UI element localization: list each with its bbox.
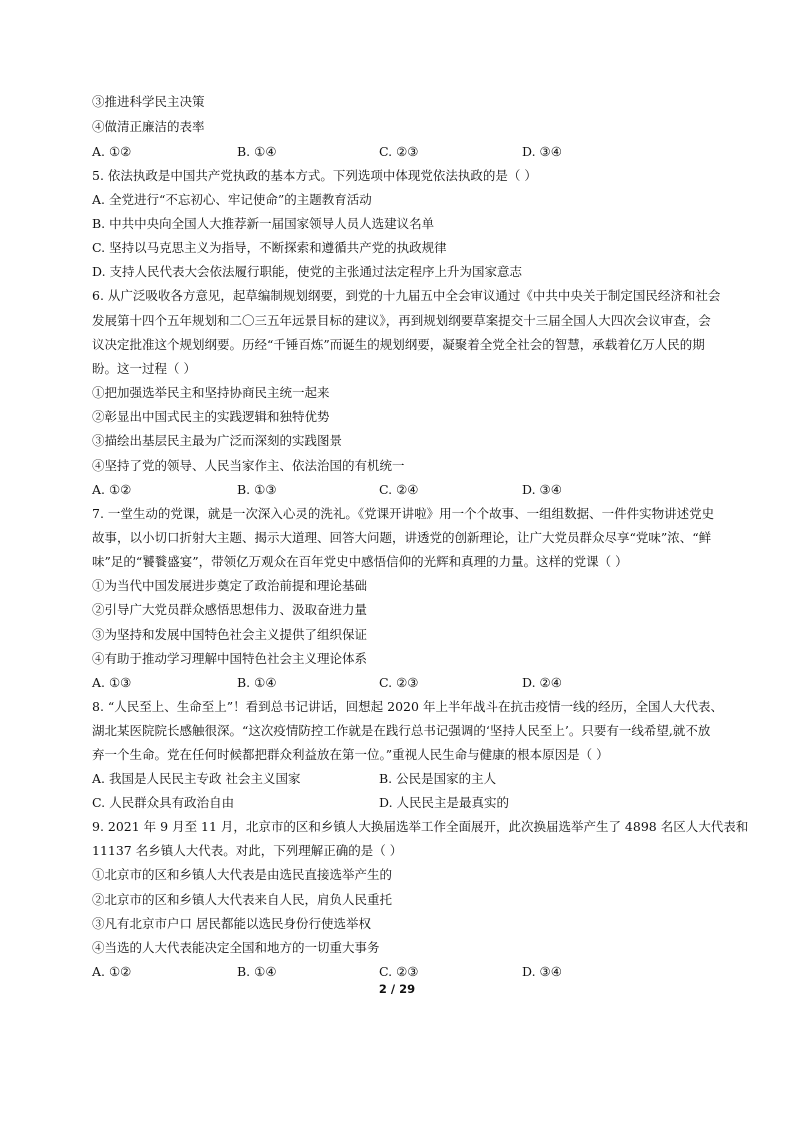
- q9-option-a: A. ①②: [92, 964, 132, 979]
- q4-options: [92, 144, 712, 160]
- q6-item-1: ①把加强选举民主和坚持协商民主统一起来: [92, 385, 330, 400]
- q7-item-3: ③为坚持和发展中国特色社会主义提供了组织保证: [92, 627, 368, 642]
- q7-stem-line-2: 故事，以小切口折射大主题、揭示大道理、回答大问题，讲透党的创新理论，让广大党员群众尽享“党味”浓、“鲜: [92, 530, 712, 545]
- q9-stem-line-1: 9. 2021 年 9 月至 11 月，北京市的区和乡镇人大换届选举工作全面展开，此次换届选举产生了 4898 名区人大代表和: [92, 819, 749, 834]
- q5-option-a: A. 全党进行“不忘初心、牢记使命”的主题教育活动: [92, 192, 372, 207]
- q9-item-1: ①北京市的区和乡镇人大代表是由选民直接选举产生的: [92, 867, 393, 882]
- q8-stem-line-3: 弃一个生命。党在任何时候都把群众利益放在第一位。”重视人民生命与健康的根本原因是（ ）: [92, 747, 609, 762]
- q6-options: [92, 482, 712, 498]
- q9-item-3: ③凡有北京市户口 居民都能以选民身份行使选举权: [92, 916, 371, 931]
- q9-option-c: C. ②③: [379, 964, 419, 979]
- q7-option-b: B. ①④: [237, 675, 277, 690]
- q4-option-a: A. ①②: [92, 144, 132, 159]
- q8-option-b: B. 公民是国家的主人: [379, 771, 497, 786]
- q9-option-d: D. ③④: [522, 964, 562, 979]
- q7-option-d: D. ②④: [522, 675, 562, 690]
- q5-option-b: B. 中共中央向全国人大推荐新一届国家领导人员人选建议名单: [92, 216, 435, 231]
- q9-option-b: B. ①④: [237, 964, 277, 979]
- q5-option-c: C. 坚持以马克思主义为指导，不断探索和遵循共产党的执政规律: [92, 240, 447, 255]
- q7-option-a: A. ①③: [92, 675, 132, 690]
- q7-stem-line-3: 味”足的“饕餮盛宴”，带领亿万观众在百年党史中感悟信仰的光辉和真理的力量。这样的党课（ ）: [92, 554, 628, 569]
- q9-item-4: ④当选的人大代表能决定全国和地方的一切重大事务: [92, 940, 380, 955]
- q4-item-4: ④做清正廉洁的表率: [92, 119, 205, 134]
- q6-option-b: B. ①③: [237, 482, 277, 497]
- q8-options-row-2: [92, 795, 712, 811]
- q6-item-4: ④坚持了党的领导、人民当家作主、依法治国的有机统一: [92, 458, 405, 473]
- q7-option-c: C. ②③: [379, 675, 419, 690]
- q8-option-d: D. 人民民主是最真实的: [379, 795, 510, 810]
- q6-option-a: A. ①②: [92, 482, 132, 497]
- q8-stem-line-2: 湖北某医院院长感触很深。“这次疫情防控工作就是在践行总书记强调的‘坚持人民至上’。只要有一线希望,就不放: [92, 723, 711, 738]
- page-number: 2 / 29: [378, 982, 416, 996]
- q9-stem-line-2: 11137 名乡镇人大代表。对此，下列理解正确的是（ ）: [92, 843, 403, 858]
- q6-stem-line-2: 发展第十四个五年规划和二〇三五年远景目标的建议》，再到规划纲要草案提交十三届全国人大四次会议审查，会: [92, 313, 711, 328]
- q6-item-2: ②彰显出中国式民主的实践逻辑和独特优势: [92, 409, 330, 424]
- q6-option-d: D. ③④: [522, 482, 562, 497]
- q6-option-c: C. ②④: [379, 482, 419, 497]
- q5-option-d: D. 支持人民代表大会依法履行职能，使党的主张通过法定程序上升为国家意志: [92, 264, 523, 279]
- q7-options: [92, 675, 712, 691]
- q7-stem-line-1: 7. 一堂生动的党课，就是一次深入心灵的洗礼。《党课开讲啦》用一个个故事、一组组数据、一件件实物讲述党史: [92, 506, 715, 521]
- q6-stem-line-1: 6. 从广泛吸收各方意见，起草编制规划纲要，到党的十九届五中全会审议通过《中共中央关于制定国民经济和社会: [92, 288, 721, 303]
- q5-stem: 5. 依法执政是中国共产党执政的基本方式。下列选项中体现党依法执政的是（ ）: [92, 168, 537, 183]
- q8-stem-line-1: 8. “人民至上、生命至上”！看到总书记讲话，回想起 2020 年上半年战斗在抗击疫情一线的经历，全国人大代表、: [92, 699, 723, 714]
- q4-option-b: B. ①④: [237, 144, 277, 159]
- q6-stem-line-4: 盼。这一过程（ ）: [92, 361, 196, 376]
- q7-item-4: ④有助于推动学习理解中国特色社会主义理论体系: [92, 651, 368, 666]
- q8-option-c: C. 人民群众具有政治自由: [92, 795, 235, 810]
- q8-options-row-1: [92, 771, 712, 787]
- q6-item-3: ③描绘出基层民主最为广泛而深刻的实践图景: [92, 433, 343, 448]
- q4-option-c: C. ②③: [379, 144, 419, 159]
- q9-options: [92, 964, 712, 980]
- q7-item-1: ①为当代中国发展进步奠定了政治前提和理论基础: [92, 578, 368, 593]
- q8-option-a: A. 我国是人民民主专政 社会主义国家: [92, 771, 301, 786]
- q6-stem-line-3: 议决定批准这个规划纲要。历经“千锤百炼”而诞生的规划纲要，凝聚着全党全社会的智慧，承载着亿万人民的期: [92, 337, 705, 352]
- q4-item-3: ③推进科学民主决策: [92, 94, 205, 109]
- q9-item-2: ②北京市的区和乡镇人大代表来自人民，肩负人民重托: [92, 892, 393, 907]
- q7-item-2: ②引导广大党员群众感悟思想伟力、汲取奋进力量: [92, 602, 368, 617]
- q4-option-d: D. ③④: [522, 144, 562, 159]
